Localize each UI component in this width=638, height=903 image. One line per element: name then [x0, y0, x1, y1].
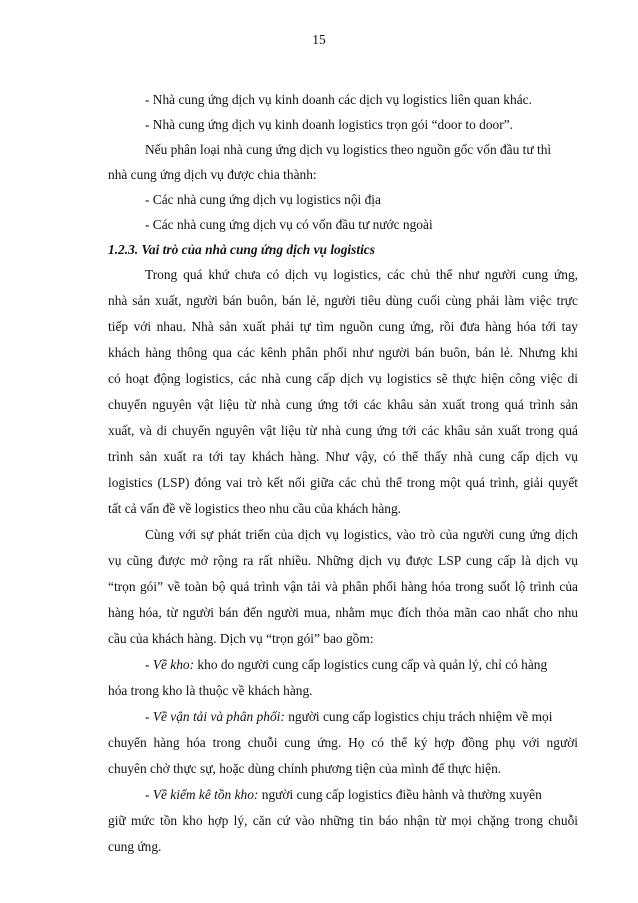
paragraph-line: nhà sản xuất, người bán buôn, bán lẻ, người tiêu dùng cuối cùng phải làm việc trực	[108, 293, 578, 308]
paragraph-line: có hoạt động logistics, các nhà cung cấp dịch vụ logistics sẽ thực hiện công việc di	[108, 371, 578, 386]
bullet-item: - Nhà cung ứng dịch vụ kinh doanh logistics trọn gói “door to door”.	[145, 117, 514, 132]
list-item-ton-kho	[145, 786, 542, 804]
paragraph-line: khách hàng thông qua các kênh phân phối như người bán buôn, bán lẻ. Nhưng khi	[108, 345, 578, 360]
item-text: kho do người cung cấp logistics cung cấp và quản lý, chỉ có hàng	[194, 657, 548, 672]
list-item-van-tai	[145, 708, 552, 726]
item-text: người cung cấp logistics điều hành và thường xuyên	[258, 787, 542, 802]
paragraph-line: vụ cũng được mở rộng ra rất nhiều. Những dịch vụ được LSP cung cấp là dịch vụ	[108, 553, 578, 568]
paragraph-line: xuất, và di chuyển nguyên vật liệu từ nhà cung ứng tới các khâu sản xuất trong quá	[108, 423, 578, 438]
paragraph-line: chuyển nguyên vật liệu từ nhà cung ứng tới các khâu sản xuất trong quá trình sản	[108, 397, 578, 412]
item-term: Về vận tải và phân phối:	[152, 709, 285, 724]
paragraph-line: nhà cung ứng dịch vụ được chia thành:	[108, 167, 317, 182]
list-item-kho	[145, 656, 547, 674]
item-term: Về kho:	[152, 657, 195, 672]
item-term: Về kiểm kê tồn kho:	[152, 787, 259, 802]
paragraph-line: “trọn gói” về toàn bộ quá trình vận tải và phân phối hàng hóa trong suốt lộ trình của	[108, 579, 578, 594]
paragraph-line: chuyển hàng hóa trong chuỗi cung ứng. Họ có thể ký hợp đồng phụ với người	[108, 735, 578, 750]
page-number: 15	[312, 32, 326, 47]
paragraph-line: Cùng với sự phát triển của dịch vụ logistics, vào trò của người cung ứng dịch	[145, 527, 578, 542]
bullet-item: - Các nhà cung ứng dịch vụ có vốn đầu tư nước ngoài	[145, 217, 433, 232]
paragraph-line: hóa trong kho là thuộc về khách hàng.	[108, 683, 313, 698]
paragraph-line: Trong quá khứ chưa có dịch vụ logistics, các chủ thể như người cung ứng,	[145, 267, 578, 282]
paragraph-line: logistics (LSP) đóng vai trò kết nối giữa các chủ thể trong một quá trình, giải quyết	[108, 475, 578, 490]
section-heading: 1.2.3. Vai trò của nhà cung ứng dịch vụ logistics	[108, 242, 375, 257]
item-dash: -	[145, 657, 153, 672]
item-text: người cung cấp logistics chịu trách nhiệm về mọi	[284, 709, 553, 724]
paragraph-line: tất cả vấn đề về logistics theo nhu cầu của khách hàng.	[108, 501, 401, 516]
paragraph-line: Nếu phân loại nhà cung ứng dịch vụ logistics theo nguồn gốc vốn đầu tư thì	[145, 142, 552, 157]
bullet-item: - Các nhà cung ứng dịch vụ logistics nội địa	[145, 192, 381, 207]
paragraph-line: trình sản xuất ra tới tay khách hàng. Như vậy, có thể thấy nhà cung cấp dịch vụ	[108, 449, 578, 464]
item-dash: -	[145, 787, 153, 802]
paragraph-line: chuyên chở thực sự, hoặc dùng chính phương tiện của mình để thực hiện.	[108, 761, 502, 776]
bullet-item: - Nhà cung ứng dịch vụ kinh doanh các dịch vụ logistics liên quan khác.	[145, 92, 532, 107]
paragraph-line: hàng hóa, từ người bán đến người mua, nhằm mục đích thỏa mãn cao nhất cho nhu	[108, 605, 578, 620]
paragraph-line: cung ứng.	[108, 839, 162, 854]
paragraph-line: giữ mức tồn kho hợp lý, căn cứ vào những tin báo nhận từ mọi chặng trong chuỗi	[108, 813, 578, 828]
paragraph-line: cầu của khách hàng. Dịch vụ “trọn gói” bao gồm:	[108, 631, 374, 646]
item-dash: -	[145, 709, 153, 724]
paragraph-line: tiếp với nhau. Nhà sản xuất phải tự tìm nguồn cung ứng, rồi đưa hàng hóa tới tay	[108, 319, 578, 334]
